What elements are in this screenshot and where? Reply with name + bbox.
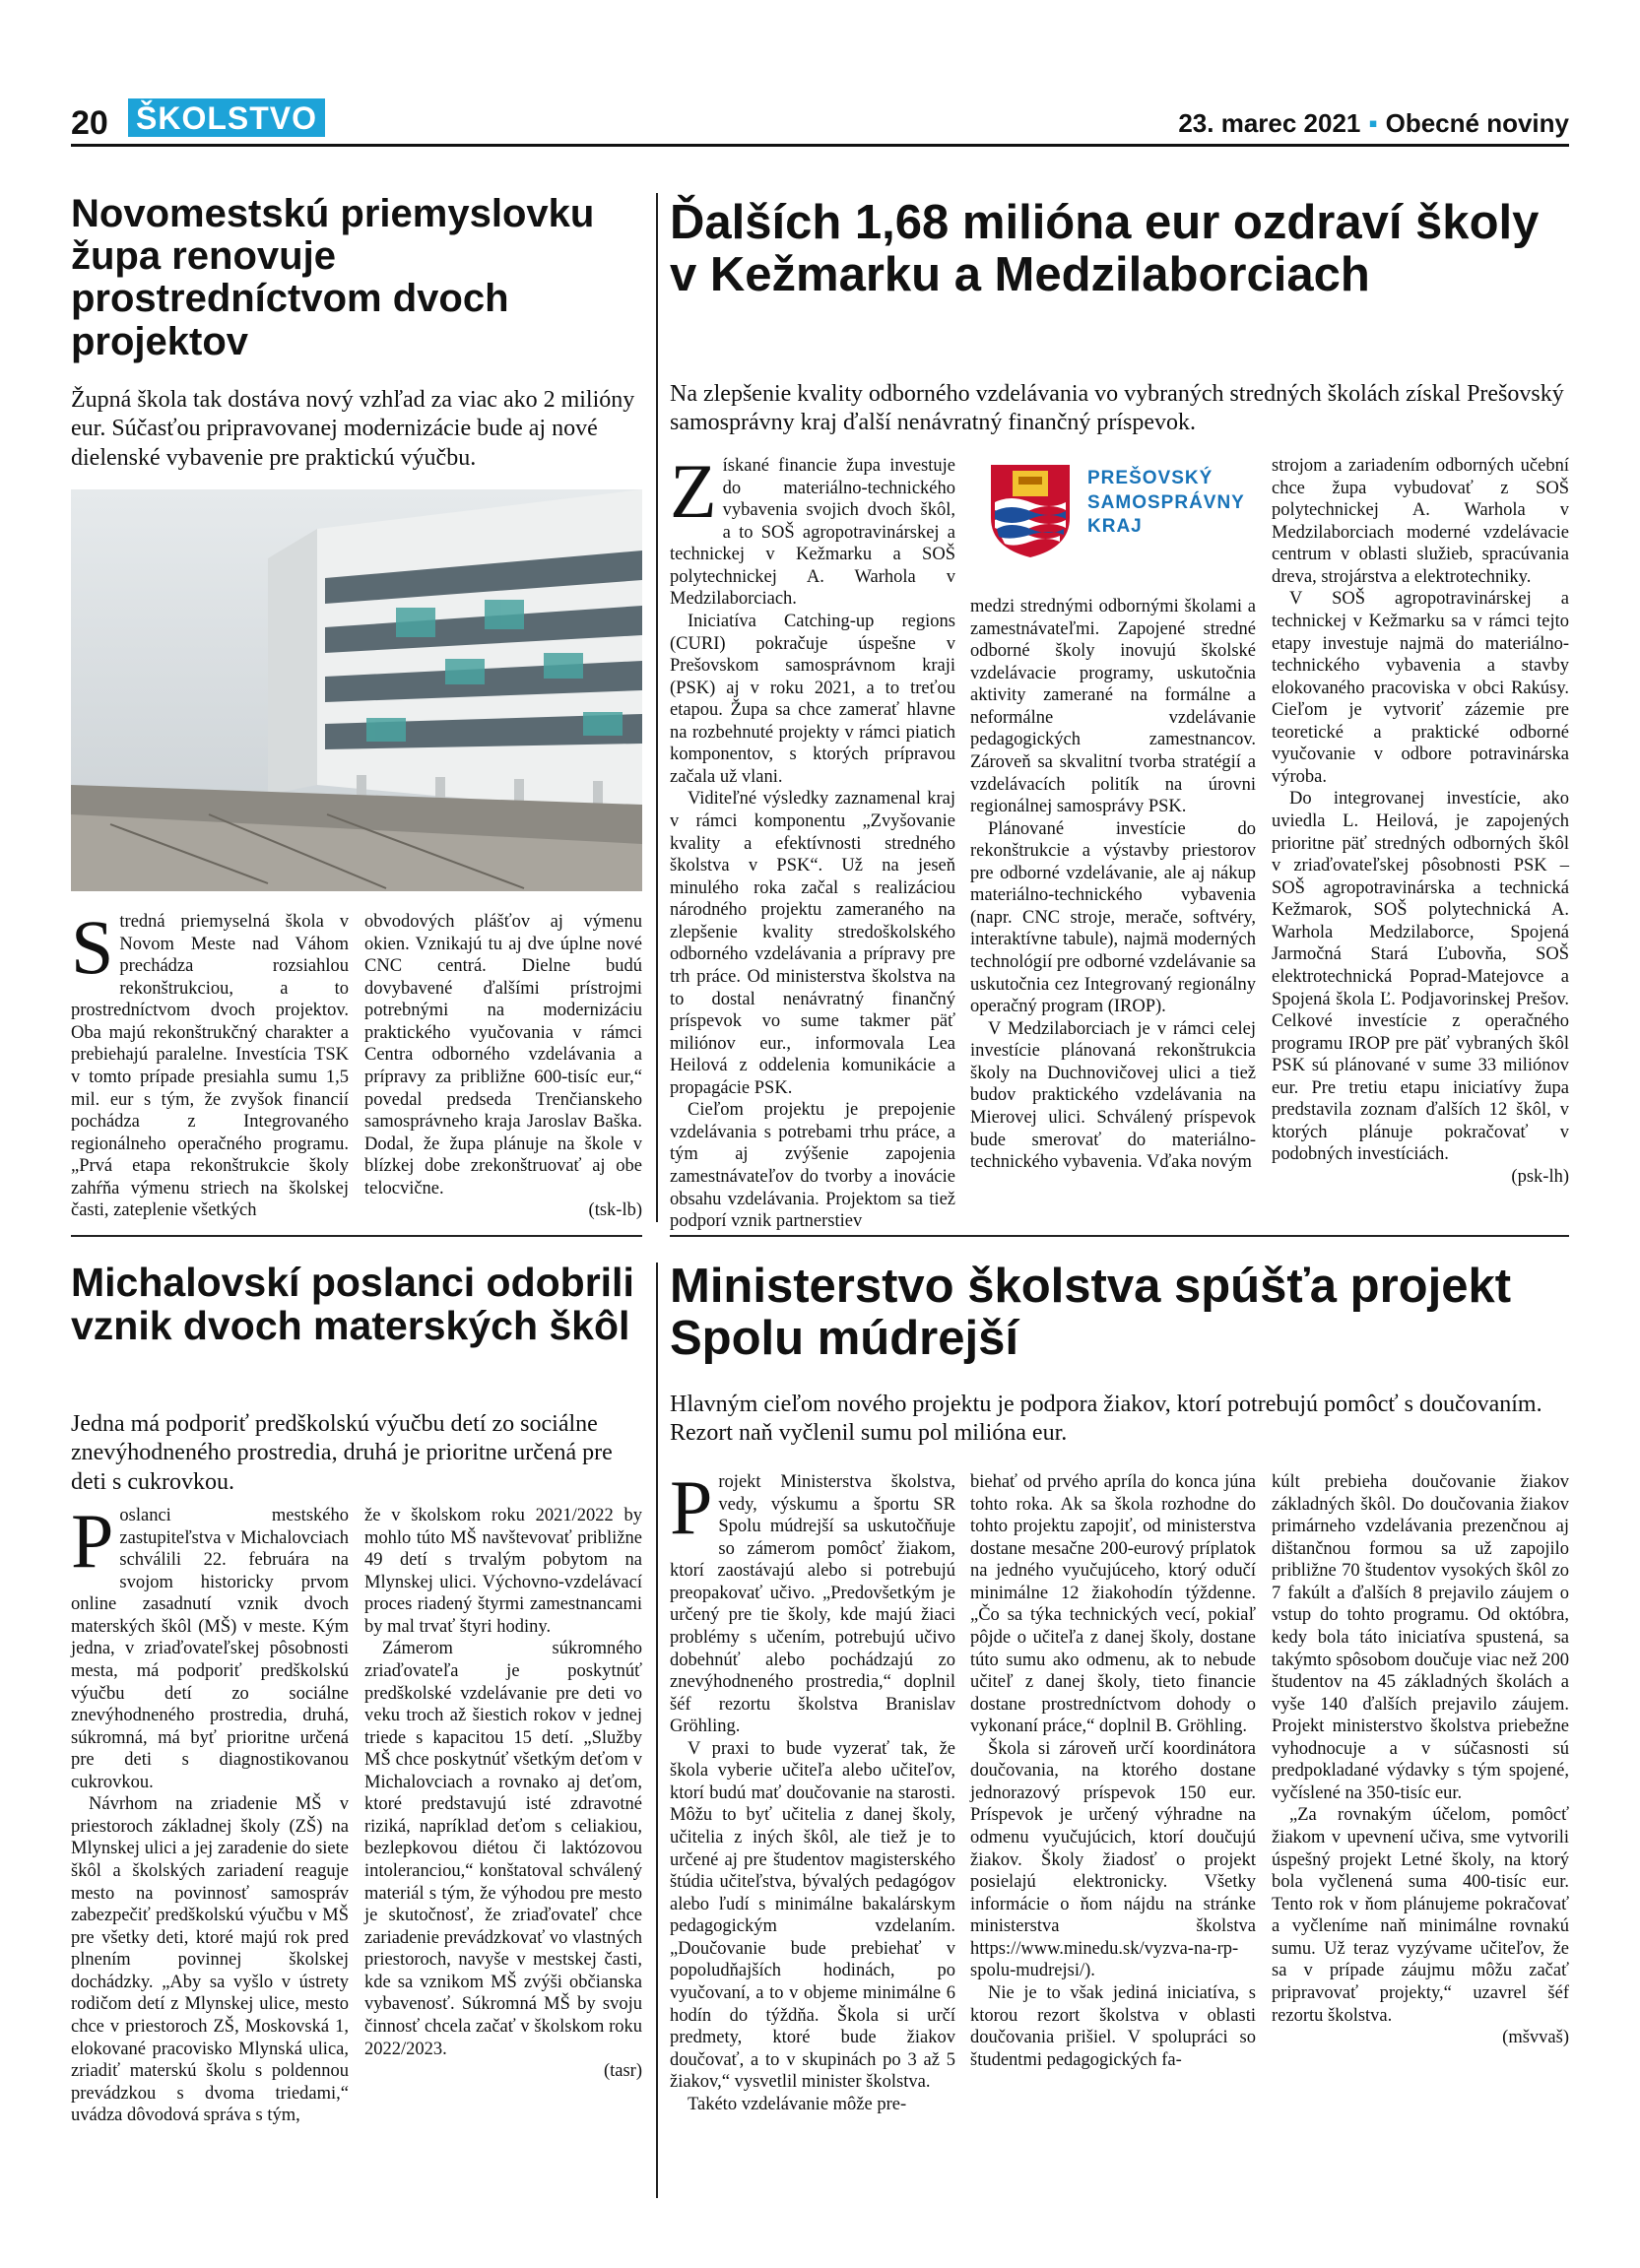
article-column-2: [970, 596, 1256, 1174]
author-signature: (mšvvaš): [1502, 2028, 1569, 2048]
article-lead: Župná škola tak dostáva nový vzhľad za viac ako 2 milióny eur. Súčasťou pripravovanej modernizácie bude aj nové dielenské vybavenie pre praktickú výučbu.: [71, 387, 635, 471]
article-headline: Ďalších 1,68 milióna eur ozdraví školy v Kežmarku a Medzilaborciach: [670, 196, 1540, 301]
article-text: biehať od prvého apríla do konca júna tohto roka. Ak sa škola rozhodne do tohto projektu zapojiť, od ministerstva dostane mesačne 200-eurový príplatok na jedného vyučujúceho, ktorý odučí minimálne 12 žiakohodín týždenne. „Čo sa týka technických vecí, pokiaľ pôjde o učiteľa z danej školy, dostane túto sumu ako odmenu, ak to nebude učiteľ z danej školy, tieto financie dostane prostredníctvom dohody o vykonaní práce,“ doplnil B. Gröhling.: [970, 1472, 1256, 1737]
article-headline: Novomestskú priemyslovku župa renovuje prostredníctvom dvoch projektov: [71, 192, 595, 363]
masthead-line: [1178, 108, 1569, 139]
story-divider-left: [71, 1235, 642, 1237]
building-illustration: [71, 489, 642, 891]
article-presovsky: [670, 197, 1569, 301]
article-text: ískané financie župa investuje do materiálno-technického vybavenia svojich dvoch škôl, a to SOŠ agropotravinárskej a technickej v Kežmarku a SOŠ polytechnickej A. Warhola v Medzilaborciach.: [670, 456, 955, 610]
article-michalovce: [71, 1261, 642, 1348]
drop-cap: Z: [670, 448, 717, 534]
article-text: Viditeľné výsledky zaznamenal kraj v rámci komponentu „Zvyšovanie kvality a efektívnosti stredného školstva v PSK“. Už na jeseň minulého roka začal s realizáciou národného projektu zameraného na zlepšenie kvality stredoškolského odborného vzdelávania a prípravy pre trh práce. Od ministerstva školstva na to dostal nenávratný finančný príspevok vo sume takmer päť miliónov eur., informovala Lea Heilová z oddelenia komunikácie a propagácie PSK.: [670, 789, 955, 1098]
logo-line: SAMOSPRÁVNY: [1087, 491, 1245, 513]
drop-cap: P: [670, 1464, 713, 1550]
issue-date: 23. marec 2021: [1178, 108, 1361, 138]
article-column-3: [1272, 455, 1569, 1189]
article-text: Nie je to však jediná iniciatíva, s ktorou rezort školstva v oblasti doučovania prišiel. V spolupráci so študentmi pedagogických fa-: [970, 1982, 1256, 2070]
article-column-1: [670, 1464, 955, 2115]
article-text: Zámerom súkromného zriaďovateľa je poskytnúť predškolské vzdelávanie pre deti vo veku troch až šiestich rokov v jednej triede s kapacitou 15 detí. „Služby MŠ chce poskytnúť všetkým deťom v Michalovciach a rovnako aj deťom, ktoré predstavujú isté zdravotné riziká, napríklad deťom s celiakiou, bezlepkovou diétou či laktózovou intoleranciou,“ konštatoval schválený materiál s tým, že výhodou pre mesto je skutočnosť, že zriaďovateľ chce zariadenie prevádzkovať vo vlastných priestoroch, navyše v mestskej časti, kde sa vznikom MŠ zvýši občianska vybavenosť. Súkromná MŠ by svoju činnosť chcela začať v školskom roku 2022/2023.: [364, 1639, 642, 2059]
article-lead: Jedna má podporiť predškolskú výučbu detí zo sociálne znevýhodneného prostredia, druhá je prioritne určená pre deti s cukrovkou.: [71, 1411, 613, 1495]
author-signature: (tasr): [603, 2061, 642, 2082]
drop-cap: P: [71, 1498, 114, 1584]
coat-of-arms-icon: [985, 461, 1076, 559]
article-text: Iniciatíva Catching-up regions (CURI) pokračuje úspešne v Prešovskom samosprávnom kraji (PSK) aj v roku 2021, a to treťou etapou. Župa sa chce zamerať hlavne na rozbehnuté projekty v rámci piatich komponentov, s ktorých prípravou začala už vlani.: [670, 611, 955, 787]
article-lead: Hlavným cieľom nového projektu je podpora žiakov, ktorí potrebujú pomôcť s doučovaním. Rezort naň vyčlenil sumu pol milióna eur.: [670, 1392, 1542, 1447]
article-text: V SOŠ agropotravinárskej a technickej v Kežmarku sa v rámci tejto etapy investuje najmä do materiálno-technického vybavenia a stavby elokovaného pracoviska v obci Rakúsy. Cieľom je vytvoriť zázemie pre teoretické a praktické odborné vyučovanie v odbore potravinárska výroba.: [1272, 589, 1569, 787]
article-novomestska: [71, 193, 642, 363]
article-text: rojekt Ministerstva školstva, vedy, výskumu a športu SR Spolu múdrejší sa uskutočňuje so zámerom pomôcť žiakom, ktorí zaostávajú alebo si potrebujú preopakovať učivo. „Predovšetkým je určený pre tie školy, kde majú žiaci problémy s učením, potrebujú učivo dobehnúť alebo pochádzajú zo znevýhodneného prostredia,“ doplnil šéf rezortu školstva Branislav Gröhling.: [670, 1472, 955, 1737]
article-headline: Michalovskí poslanci odobrili vznik dvoch materských škôl: [71, 1260, 634, 1349]
article-text: Do integrovanej investície, ako uviedla L. Heilová, je zapojených prioritne päť stredných odborných škôl v zriaďovateľskej pôsobnosti PSK – SOŠ agropotravinárska a technická Kežmarok, SOŠ polytechnická A. Warhola Medzilaborce, Spojená Jarmočná Stará Ľubovňa, SOŠ elektrotechnická Poprad-Matejovce a Spojená škola Ľ. Podjavorinskej Prešov. Celkové investície z operačného programu IROP pre päť vybraných škôl PSK sú plánované v sume 33 miliónov eur. Pre tretiu etapu iniciatívy župa predstavila zoznam ďalších 12 škôl, v ktorých plánuje pokračovať v podobných investíciách.: [1272, 789, 1569, 1165]
article-text: „Za rovnakým účelom, pomôcť žiakom v upevnení učiva, sme vytvorili úspešný projekt Letné školy, na ktorý bola vyčlenená suma 400-tisíc eur. Tento rok v ňom plánujeme pokračovať a vyčleníme naň minimálne rovnakú sumu. Už teraz vyzývame učiteľov, že sa v prípade záujmu môžu začať pripravovať projekty,“ uzavrel šéf rezortu školstva.: [1272, 1805, 1569, 2026]
drop-cap: S: [71, 904, 114, 990]
presov-region-logo: [985, 461, 1245, 559]
logo-line: KRAJ: [1087, 516, 1143, 538]
story-divider-right: [670, 1235, 1569, 1237]
column-divider-bottom: [656, 1263, 658, 2198]
article-text: Návrhom na zriadenie MŠ v priestoroch základnej školy (ZŠ) na Mlynskej ulici a jej zaradenie do siete škôl a školských zariadení reaguje mesto na povinnosť samospráv zabezpečiť predškolskú výučbu v MŠ pre všetky deti, ktoré majú rok pred plnením povinnej školskej dochádzky. „Aby sa vyšlo v ústrety rodičom detí z Mlynskej ulice, mesto chce v priestoroch ZŠ, Moskovská 1, elokované pracovisko Mlynská ulica, zriadiť materskú školu s poldennou prevádzkou s dvoma triedami,“ uvádza dôvodová správa s tým,: [71, 1794, 349, 2126]
header-rule: [71, 144, 1569, 147]
column-divider-top: [656, 193, 658, 1222]
article-text: V praxi to bude vyzerať tak, že škola vyberie učiteľa alebo učiteľov, ktorí budú mať doučovanie na starosti. Môžu to byť učitelia z danej školy, učitelia z iných škôl, ale tiež je to určené aj pre študentov magisterského štúdia učiteľstva, bývalých pedagógov alebo ľudí s minimálne bakalárskym pedagogickým vzdelaním. „Doučovanie bude prebiehať v popoludňajších hodinách, po vyučovaní, a to v objeme minimálne 6 hodín do týždňa. Škola si určí predmety, ktoré bude žiakov doučovať, a to v skupinách po 3 až 5 žiakov,“ vysvetlil minister školstva.: [670, 1738, 955, 2093]
article-column-3: [1272, 1471, 1569, 2049]
section-label: ŠKOLSTVO: [128, 98, 325, 137]
article-column-2: [364, 1505, 642, 2083]
logo-line: PREŠOVSKÝ: [1087, 468, 1214, 488]
article-text: obvodových plášťov aj výmenu okien. Vznikajú tu aj dve úplne nové CNC centrá. Dielne budú dovybavené ďalšími prístrojmi potrebnými na modernizáciu praktického vyučovania v rámci Centra odborného vzdelávania a prípravy za približne 600-tisíc eur,“ povedal predseda Trenčianskeho samosprávneho kraja Jaroslav Baška. Dodal, že župa plánuje na škole v blízkej dobe zrekonštruovať aj obe telocvične.: [364, 912, 642, 1199]
article-text: strojom a zariadením odborných učební chce župa vybudovať z SOŠ polytechnickej A. Warhola v Medzilaborciach moderné vzdelávacie centrum v oblasti služieb, spracúvania dreva, strojárstva a elektrotechniky.: [1272, 456, 1569, 587]
author-signature: (psk-lh): [1511, 1167, 1569, 1187]
article-column-2: [364, 911, 642, 1222]
article-text: že v školskom roku 2021/2022 by mohlo túto MŠ navštevovať približne 49 detí s trvalým pobytom na Mlynskej ulici. Výchovno-vzdelávací proces riadený štyrmi zamestnancami by mal trvať štyri hodiny.: [364, 1506, 642, 1637]
article-text: oslanci mestského zastupiteľstva v Michalovciach schválili 22. februára na svojom historicky prvom online zasadnutí vznik dvoch materských škôl (MŠ) v meste. Kým jedna, v zriaďovateľskej pôsobnosti mesta, má podporiť predškolskú výučbu detí zo sociálne znevýhodneného prostredia, druhá, súkromná, má byť prioritne určená pre deti s diagnostikovanou cukrovkou.: [71, 1506, 349, 1792]
article-text: kúlt prebieha doučovanie žiakov základných škôl. Do doučovania žiakov primárneho vzdelávania prezenčnou aj dištančnou formou sa už zapojilo približne 70 študentov vysokých škôl zo 7 fakúlt a ďalších 8 prejavilo záujem o vstup do tohto programu. Od októbra, kedy bola táto iniciatíva spustená, sa takýmto spôsobom doučuje viac než 200 študentov na 45 základných školách a vyše 140 ďalších prejavilo záujem. Projekt ministerstvo školstva priebežne vyhodnocuje a v súčasnosti sú predpokladané výdavky s tým spojené, vyčíslené na 350-tisíc eur.: [1272, 1472, 1569, 1803]
article-spolu-mudrejsi: [670, 1261, 1569, 1365]
article-headline: Ministerstvo školstva spúšťa projekt Spolu múdrejší: [670, 1260, 1512, 1365]
article-text: tredná priemyselná škola v Novom Meste nad Váhom prechádza rozsiahlou rekonštrukciou, a to prostredníctvom dvoch projektov. Oba majú rekonštrukčný charakter a prebiehajú paralelne. Investícia TSK v tomto prípade presiahla sumu 1,5 mil. eur s tým, že zvyšok financií pochádza z Integrovaného regionálneho operačného programu. „Prvá etapa rekonštrukcie školy zahŕňa výmenu striech na školskej časti, zateplenie všetkých: [71, 912, 349, 1221]
page-number: 20: [71, 104, 108, 142]
author-signature: (tsk-lb): [588, 1200, 642, 1221]
separator-dot: ▪: [1368, 108, 1378, 138]
article-text: medzi strednými odbornými školami a zamestnávateľmi. Zapojené stredné odborné školy inovujú školské vzdelávacie programy, uskutočnia aktivity zamerané na formálne a neformálne vzdelávanie pedagogických zamestnancov. Zároveň sa skvalitní tvorba stratégií a vzdelávacích politík na úrovni regionálnej samosprávy PSK.: [970, 597, 1256, 817]
article-text: Takéto vzdelávanie môže pre-: [688, 2094, 907, 2114]
article-text: Škola si zároveň určí koordinátora doučovania, na ktorého dostane jednorazový príspevok 150 eur. Príspevok je určený výhradne na odmenu vyučujúcich, ktorí doučujú žiakov. Školy žiadosť o projekt posielajú elektronicky. Všetky informácie o ňom nájdu na stránke ministerstva školstva https://www.minedu.sk/vyzva-na-rp-spolu-mudrejsi/).: [970, 1738, 1256, 1981]
article-column-1: [670, 448, 955, 1233]
article-text: V Medzilaborciach je v rámci celej investície plánovaná rekonštrukcia školy na Duchnovičovej ulici a tiež budov praktického vzdelávania na Mierovej ulici. Schválený príspevok bude smerovať do materiálno-technického vybavenia. Vďaka novým: [970, 1018, 1256, 1173]
article-text: Cieľom projektu je prepojenie vzdelávania s potrebami trhu práce, a tým aj zvýšenie zapojenia zamestnávateľov do tvorby a inovácie obsahu vzdelávania. Projektom sa tiež podporí vznik partnerstiev: [670, 1100, 955, 1232]
article-lead: Na zlepšenie kvality odborného vzdelávania vo vybraných stredných školách získal Prešovský samosprávny kraj ďalší nenávratný finančný príspevok.: [670, 381, 1564, 436]
article-column-1: [71, 1498, 349, 2127]
article-column-2: [970, 1471, 1256, 2071]
publication-name: Obecné noviny: [1385, 108, 1569, 138]
school-building-photo: [71, 489, 642, 891]
article-column-1: [71, 904, 349, 1222]
article-text: Plánované investície do rekonštrukcie a výstavby priestorov pre odborné vzdelávanie, ale aj nákup materiálno-technického vybavenia (napr. CNC stroje, merače, softvéry, interaktívne tabule), najmä moderných technológií pre odborné vzdelávanie sa uskutočnia cez Integrovaný regionálny operačný program (IROP).: [970, 818, 1256, 1017]
